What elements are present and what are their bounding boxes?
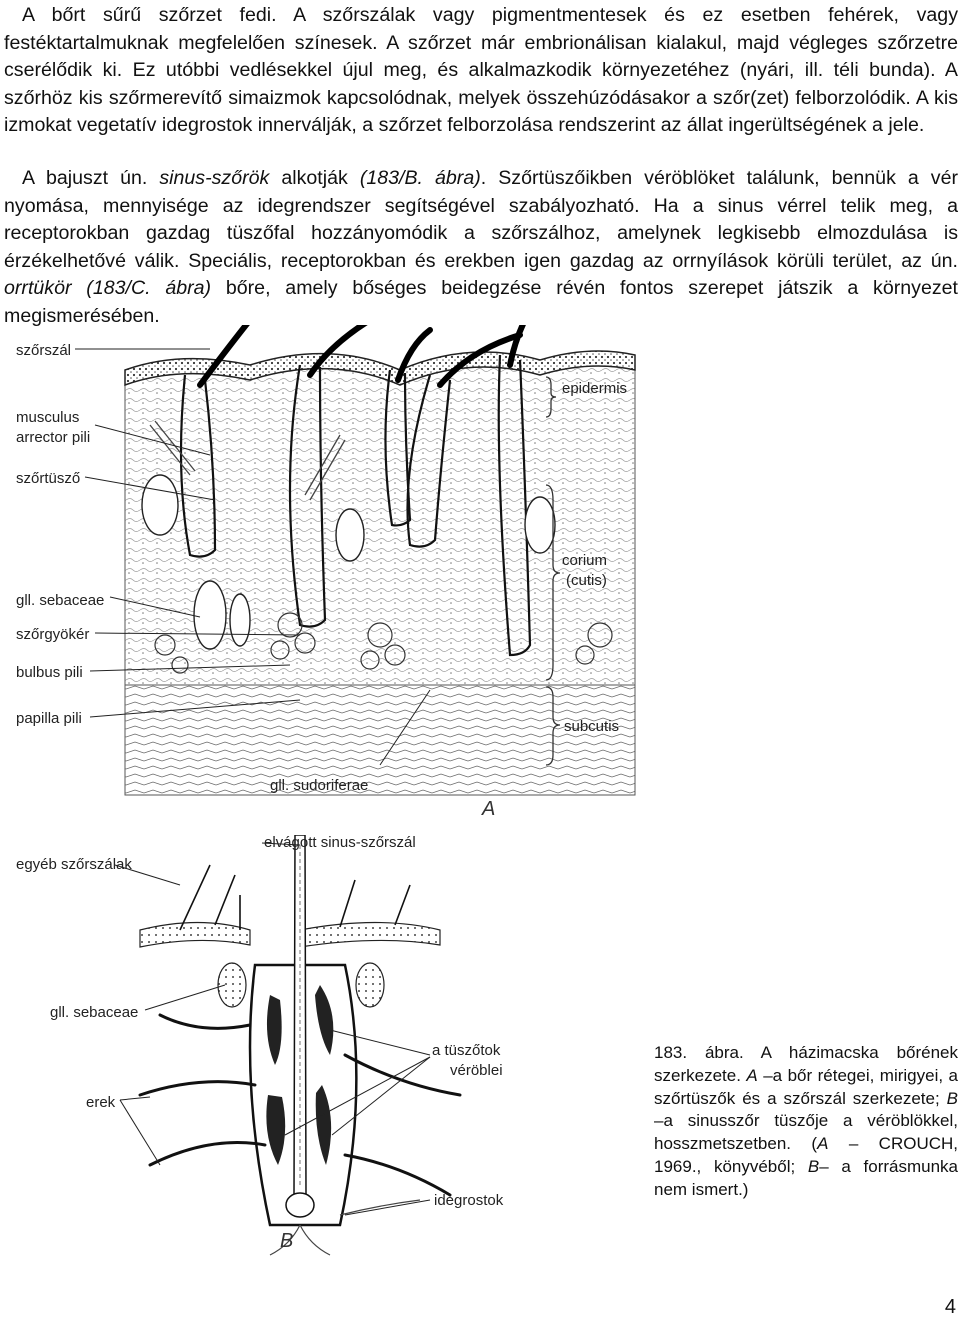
label-bulbus-pili: bulbus pili — [16, 664, 83, 681]
label-arrector-pili: arrector pili — [16, 429, 91, 446]
caption-text-1: . A házimacska bőrének szerkezete. — [654, 1043, 959, 1085]
p2-text-c: . Szőrtüszőikben véröblöket találunk, bennük a vér nyomása, mennyisége az idegrendszer segítségével szabályozható. Ha a sinus vérrel telik meg, a receptorokban gazdag tüszőfal hozzányomódik a szőrszálhoz, amelynek legkisebb elmozdulása is érzékelhetővé válik. Speciális, receptorokban és erekben igen gazdag az orrnyílások körüli terület, az ún. — [4, 167, 959, 272]
caption-b: B — [946, 1088, 958, 1108]
follicle-illustration — [140, 835, 460, 1255]
p2-text-d: bőre, amely bőséges beidegzése révén fontos szerepet játszik a környezet megismerésében. — [4, 277, 958, 327]
label-tuszotok: a tüszőtok — [432, 1042, 501, 1059]
label-elvagott-sinus: elvágott sinus-szőrszál — [264, 835, 416, 851]
label-papilla-pili: papilla pili — [16, 710, 82, 727]
label-szorszal: szőrszál — [16, 342, 72, 359]
label-epidermis: epidermis — [562, 380, 628, 397]
caption-text-3: –a sinusszőr tüszője a véröblökkel, hosszmetszetben. ( — [654, 1111, 958, 1154]
caption-a: A — [746, 1065, 758, 1085]
paragraph-1 — [4, 2, 958, 140]
p2-italic-figref: (183/B. ábra) — [359, 167, 481, 189]
label-subcutis: subcutis — [564, 718, 620, 735]
caption-text-2: –a bőr rétegei, mirigyei, a szőrtüszők és a szőrszál szerkezete; — [654, 1065, 958, 1108]
p2-italic-sinus: sinus-szőrök — [159, 167, 270, 189]
label-gll-sebaceae-b: gll. sebaceae — [50, 1004, 139, 1021]
paragraph-1-text: A bőrt sűrű szőrzet fedi. A szőrszálak vagy pigmentmentesek és ez esetben fehérek, vagy festéktartalmuknak megfelelően színesek. A szőrzet már embrionálisan kialakul, majd végleges szőrzetre cserélődik ki. Ez utóbbi vedlésekkel újul meg, és alkalmazkodik környezetéhez (nyári, ill. téli bunda). A szőrhöz kis szőrmerevítő simaizmok kapcsolódnak, melyek összehúzódásakor a szőr(zet) felborzolódik. A kis izmokat vegetatív idegrostok innerválják, a szőrzet felborzolása rendszerint az állat ingerültségének a jele. — [4, 4, 958, 137]
label-corium: corium — [562, 552, 608, 569]
label-idegrostok: idegrostok — [434, 1192, 504, 1209]
panel-letter-a: A — [482, 798, 496, 820]
page-number: 4 — [944, 1296, 956, 1318]
label-veroblei: véröblei — [450, 1062, 503, 1079]
figure-a-skin-section — [0, 325, 960, 830]
caption-b2: B — [807, 1156, 820, 1176]
label-szorgyoker: szőrgyökér — [16, 626, 90, 643]
caption-text-4: – CROUCH, 1969., könyvéből; — [654, 1134, 958, 1176]
label-gll-sebaceae: gll. sebaceae — [16, 592, 105, 609]
caption-a2: A — [817, 1134, 829, 1154]
p2-italic-orrtukor: orrtükör (183/C. ábra) — [4, 277, 212, 300]
p2-text-b: alkotják — [269, 167, 360, 189]
label-musculus: musculus — [16, 409, 80, 426]
label-cutis: (cutis) — [566, 572, 607, 589]
label-egyeb-szorszalak: egyéb szőrszálak — [16, 856, 132, 873]
p2-text-a: A bajuszt ún. — [22, 167, 160, 189]
label-szortuszo: szőrtüsző — [16, 470, 81, 487]
paragraph-2 — [4, 165, 958, 331]
figure-b-sinus-follicle — [0, 835, 650, 1260]
panel-letter-b: B — [280, 1230, 294, 1252]
label-erek: erek — [86, 1094, 116, 1111]
caption-number: 183. ábra — [654, 1043, 739, 1062]
figure-caption — [654, 1042, 958, 1202]
caption-text-5: – a forrásmunka nem ismert.) — [654, 1156, 958, 1199]
label-gll-sudoriferae: gll. sudoriferae — [270, 777, 369, 794]
